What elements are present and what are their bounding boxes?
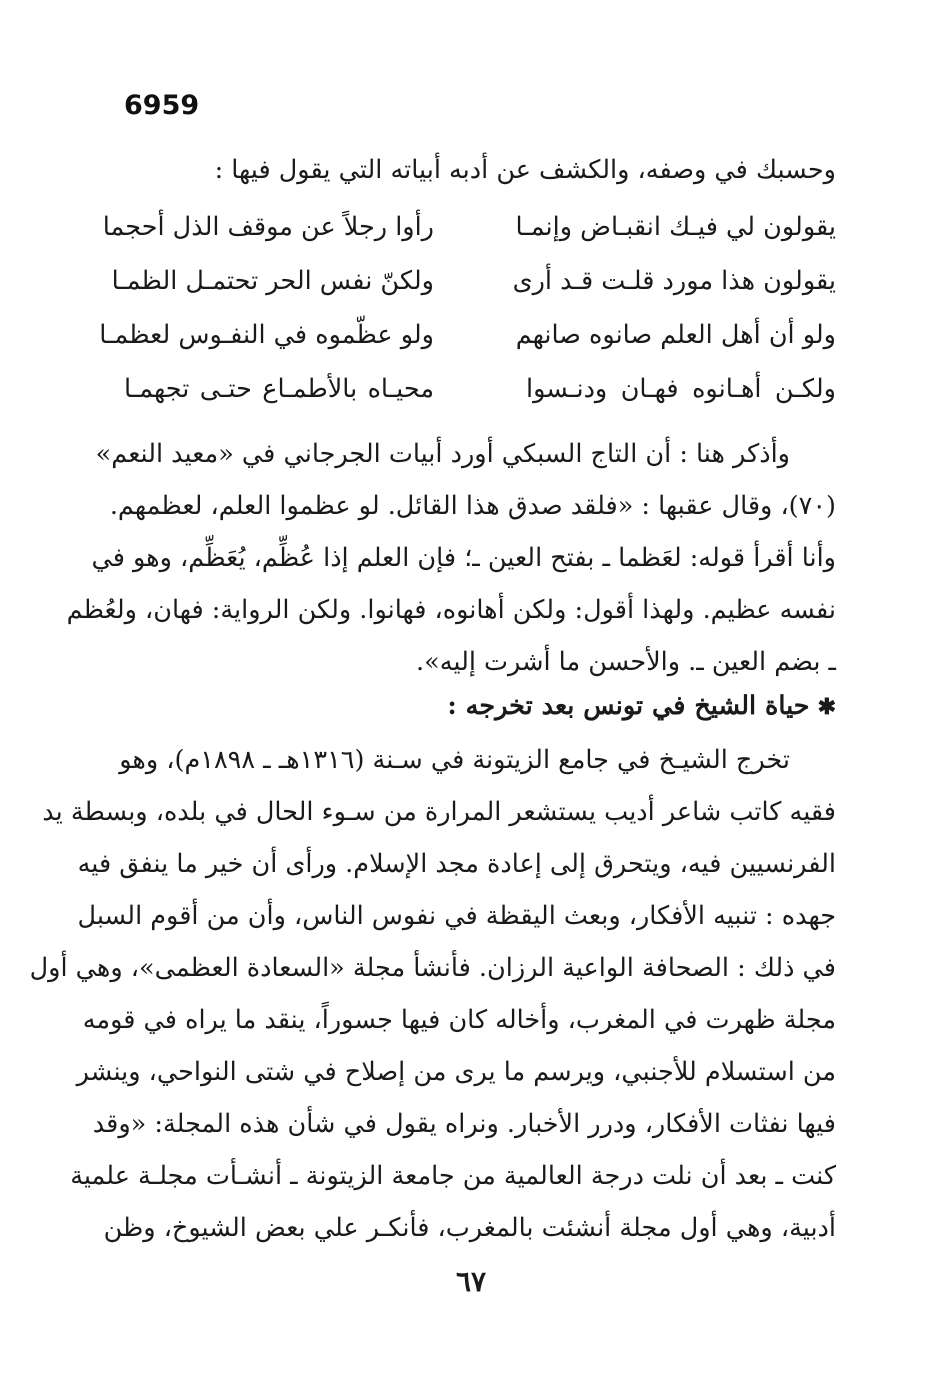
verse-first-hemistich: يقولون هذا مورد قلـت قـد أرى [512,266,836,296]
paragraph-line: وأنا أقرأ قوله: لعَظما ـ بفتح العين ـ؛ فإن العلم إذا عُظِّم، يُعَظِّم، وهو في [91,543,836,573]
paragraph-line: فيها نفثات الأفكار، ودرر الأخبار. ونراه يقول في شأن هذه المجلة: «وقد [92,1109,836,1139]
paragraph-sobki [66,428,836,688]
asterisk-icon: ✱ [817,694,836,720]
paragraph-line: كنت ـ بعد أن نلت درجة العالمية من جامعة الزيتونة ـ أنشـأت مجلـة علمية [70,1161,836,1191]
poem-verse [102,200,836,254]
intro-line: وحسبك في وصفه، والكشف عن أدبه أبياته التي يقول فيها : [214,155,836,185]
verse-second-hemistich: ولو عظّموه في النفـوس لعظمـا [99,320,434,350]
paragraph-line: ـ بضم العين ـ. والأحسن ما أشرت إليه». [416,647,836,677]
page-number: ٦٧ [455,1265,487,1298]
section-heading-text: حياة الشيخ في تونس بعد تخرجه : [447,691,810,721]
paragraph-line: مجلة ظهرت في المغرب، وأخاله كان فيها جسوراً، ينقد ما يراه في قومه [82,1005,836,1035]
verse-first-hemistich: ولكـن أهـانوه فهـان ودنـسوا [526,374,836,404]
paragraph-tunis [29,734,836,1254]
paragraph-line: الفرنسيين فيه، ويتحرق إلى إعادة مجد الإسلام. ورأى أن خير ما ينفق فيه [77,849,836,879]
paragraph-line: جهده : تنبيه الأفكار، وبعث اليقظة في نفوس الناس، وأن من أقوم السبل [77,901,836,931]
verse-second-hemistich: رأوا رجلاً عن موقف الذل أحجما [102,212,434,242]
intro-text [124,144,836,196]
poem [99,200,836,416]
poem-verse [111,254,836,308]
poem-verse [124,362,836,416]
paragraph-line: تخرج الشيـخ في جامع الزيتونة في سـنة (١٣١٦هـ ـ ١٨٩٨م)، وهو [119,745,790,775]
verse-first-hemistich: ولو أن أهل العلم صانوه صانهم [515,320,836,350]
poem-verse [99,308,836,362]
paragraph-line: فقيه كاتب شاعر أديب يستشعر المرارة من سـوء الحال في بلده، وبسطة يد [42,797,836,827]
page-id-number: 6959 [124,90,200,121]
paragraph-line: وأذكر هنا : أن التاج السبكي أورد أبيات الجرجاني في «معيد النعم» [95,439,790,469]
section-heading [124,680,836,732]
paragraph-line: من استسلام للأجنبي، ويرسم ما يرى من إصلاح في شتى النواحي، وينشر [76,1057,836,1087]
paragraph-line: (٧٠)، وقال عقبها : «فلقد صدق هذا القائل. لو عظموا العلم، لعظمهم. [109,491,836,521]
verse-second-hemistich: محيـاه بالأطمـاع حتـى تجهمـا [124,374,434,404]
paragraph-line: أدبية، وهي أول مجلة أنشئت بالمغرب، فأنكـر علي بعض الشيوخ، وظن [103,1213,836,1243]
paragraph-line: في ذلك : الصحافة الواعية الرزان. فأنشأ مجلة «السعادة العظمى»، وهي أول [29,953,836,983]
paragraph-line: نفسه عظيم. ولهذا أقول: ولكن أهانوه، فهانوا. ولكن الرواية: فهان، ولعُظم [66,595,836,625]
verse-second-hemistich: ولكنّ نفس الحر تحتمـل الظمـا [111,266,434,296]
verse-first-hemistich: يقولون لي فيـك انقبـاض وإنمـا [515,212,836,242]
